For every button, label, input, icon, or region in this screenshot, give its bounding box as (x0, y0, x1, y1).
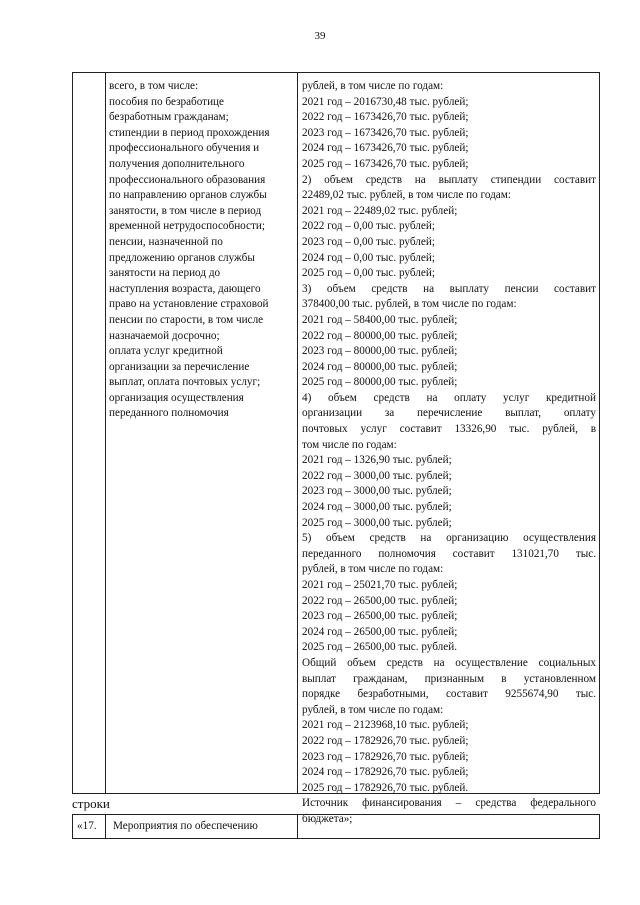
text-line: 2024 год – 26500,00 тыс. рублей; (302, 625, 458, 638)
text-line: рублей, в том числе по годам: (302, 80, 444, 92)
text-line: 2021 год – 2123968,10 тыс. рублей; (302, 719, 469, 732)
text-line: 2021 год – 25021,70 тыс. рублей; (302, 579, 458, 591)
text-line: 2021 год – 22489,02 тыс. рублей; (302, 204, 458, 217)
text-line: 2022 год – 0,00 тыс. рублей; (302, 220, 435, 233)
text-line: право на установление страховой (109, 298, 269, 311)
text-line: 2023 год – 26500,00 тыс. рублей; (302, 610, 458, 623)
column-divider (297, 73, 298, 793)
text-line: 2023 год – 80000,00 тыс. рублей; (302, 345, 458, 358)
text-line: 5) объем средств на организацию осуществления (302, 532, 596, 545)
text-line: временной нетрудоспособности; (109, 220, 266, 233)
text-line: 378400,00 тыс. рублей, в том числе по годам: (302, 298, 517, 311)
text-line: переданного полномочия составит 131021,70 тыс. (302, 547, 596, 560)
text-line: 22489,02 тыс. рублей, в том числе по годам: (302, 189, 511, 202)
text-line: выплат гражданам, признанным в установленном (302, 672, 596, 685)
text-line: 2025 год – 3000,00 тыс. рублей; (302, 516, 452, 529)
text-line: 3) объем средств на выплату пенсии составит (302, 282, 596, 295)
text-line: предложению органов службы (109, 251, 255, 264)
text-line: порядке безработными, составит 9255674,90 тыс. (302, 688, 596, 701)
text-line: 2024 год – 3000,00 тыс. рублей; (302, 501, 452, 514)
text-line: стипендии в период прохождения (109, 126, 270, 139)
text-line: том числе по годам: (302, 438, 397, 451)
text-line: оплата услуг кредитной (109, 345, 223, 358)
text-line: 2023 год – 0,00 тыс. рублей; (302, 235, 435, 248)
text-line: 2023 год – 1782926,70 тыс. рублей; (302, 750, 469, 763)
text-line: 2022 год – 26500,00 тыс. рублей; (302, 594, 458, 607)
text-line: безработным гражданам; (109, 111, 229, 124)
text-line: организации за перечисление выплат, оплату (302, 407, 596, 420)
text-line: выплат, оплата почтовых услуг; (109, 376, 261, 389)
row-number: «17. (77, 820, 97, 832)
text-line: 2024 год – 1673426,70 тыс. рублей; (302, 142, 469, 155)
text-line: рублей, в том числе по годам: (302, 563, 444, 576)
text-line: 2022 год – 1673426,70 тыс. рублей; (302, 111, 469, 124)
text-line: занятости, в том числе в период (109, 204, 262, 217)
text-line: 2025 год – 0,00 тыс. рублей; (302, 267, 435, 280)
text-line: наступления возраста, дающего (109, 282, 261, 295)
text-line: Общий объем средств на осуществление социальных (302, 656, 596, 669)
text-line: 2025 год – 26500,00 тыс. рублей. (302, 641, 457, 654)
text-line: назначаемой досрочно; (109, 329, 220, 342)
text-line: профессионального обучения и (109, 142, 260, 155)
text-line: пенсии, назначенной по (109, 235, 223, 248)
text-line: 2022 год – 80000,00 тыс. рублей; (302, 329, 458, 342)
text-line: 2024 год – 80000,00 тыс. рублей; (302, 360, 458, 373)
text-line: всего, в том числе: (109, 80, 199, 92)
text-line: 2025 год – 1782926,70 тыс. рублей. (302, 781, 469, 794)
text-line: 2023 год – 3000,00 тыс. рублей; (302, 485, 452, 498)
text-line: переданного полномочия (109, 407, 229, 420)
column-divider (105, 815, 106, 838)
next-table-row (72, 814, 600, 839)
text-line: получения дополнительного (109, 157, 245, 170)
text-line: 2022 год – 1782926,70 тыс. рублей; (302, 734, 469, 747)
text-line: 2021 год – 2016730,48 тыс. рублей; (302, 95, 469, 108)
rows-label: строки (72, 796, 110, 811)
text-line: 2025 год – 1673426,70 тыс. рублей; (302, 157, 469, 170)
text-line: по направлению органов службы (109, 189, 267, 202)
text-line: бюджета»; (302, 812, 353, 825)
row-title: Мероприятия по обеспечению (113, 820, 258, 832)
text-line: 2024 год – 1782926,70 тыс. рублей; (302, 766, 469, 779)
text-line: 2023 год – 1673426,70 тыс. рублей; (302, 126, 469, 139)
column-divider (297, 815, 298, 838)
text-line: 2021 год – 1326,90 тыс. рублей; (302, 454, 452, 467)
text-line: организации за перечисление (109, 360, 250, 373)
text-line: организация осуществления (109, 391, 244, 404)
text-line: 2025 год – 80000,00 тыс. рублей; (302, 376, 458, 389)
text-line: 4) объем средств на оплату услуг кредитной (302, 391, 596, 404)
text-line: 2) объем средств на выплату стипендии составит (302, 173, 596, 186)
text-line: занятости на период до (109, 267, 221, 280)
column-divider (105, 73, 106, 793)
text-line: пособия по безработице (109, 95, 225, 108)
page-number: 39 (314, 30, 326, 42)
text-line: рублей, в том числе по годам: (302, 703, 444, 716)
text-line: пенсии по старости, в том числе (109, 313, 264, 326)
text-line: 2024 год – 0,00 тыс. рублей; (302, 251, 435, 264)
right-column-text (302, 79, 596, 828)
text-line: почтовых услуг составит 13326,90 тыс. рублей, в (302, 423, 596, 436)
text-line: профессионального образования (109, 173, 266, 186)
text-line: 2021 год – 58400,00 тыс. рублей; (302, 313, 458, 326)
left-column-text (109, 79, 295, 422)
text-line: 2022 год – 3000,00 тыс. рублей; (302, 469, 452, 482)
text-line: Источник финансирования – средства федерального (302, 797, 596, 810)
